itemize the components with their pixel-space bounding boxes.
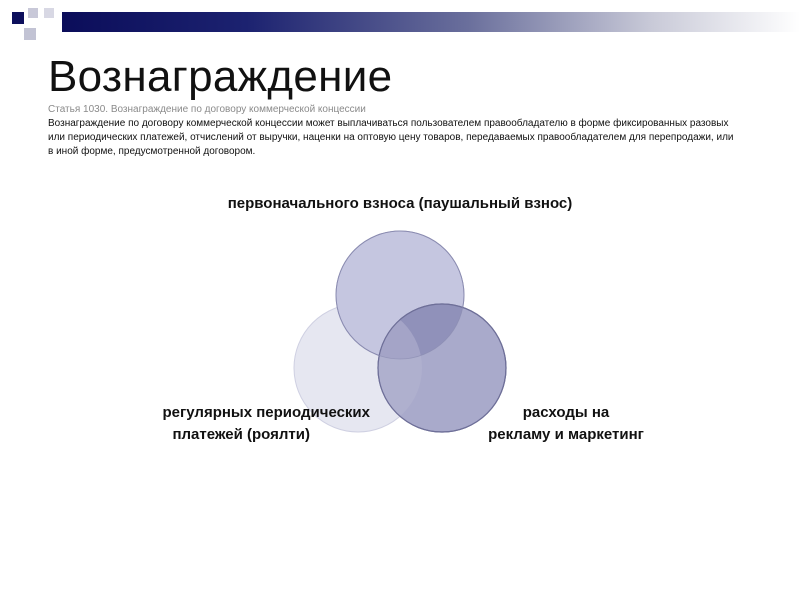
venn-label-advertising [466, 402, 666, 446]
venn-label-royalty [80, 402, 370, 446]
venn-label-lump-sum: первоначального взноса (паушальный взнос) [227, 195, 573, 212]
venn-label-royalty-line2: платежей (роялти) [172, 426, 310, 443]
slide-title: Вознаграждение [48, 52, 393, 101]
venn-label-advertising-line2: рекламу и маркетинг [488, 426, 644, 443]
venn-label-royalty-line1: регулярных периодических [162, 404, 370, 421]
article-text: Вознаграждение по договору коммерческой концессии может выплачиваться пользователем правообладателю в форме фиксированных разовых или периодических платежей, отчислений от выручки, наценки на оптовую цену товаров, передаваемых правообладателем для перепродажи, или в иной форме, предусмотренной договором. [48, 118, 734, 157]
article-heading: Статья 1030. Вознаграждение по договору коммерческой концессии [48, 104, 366, 115]
venn-label-advertising-line1: расходы на [522, 404, 610, 421]
